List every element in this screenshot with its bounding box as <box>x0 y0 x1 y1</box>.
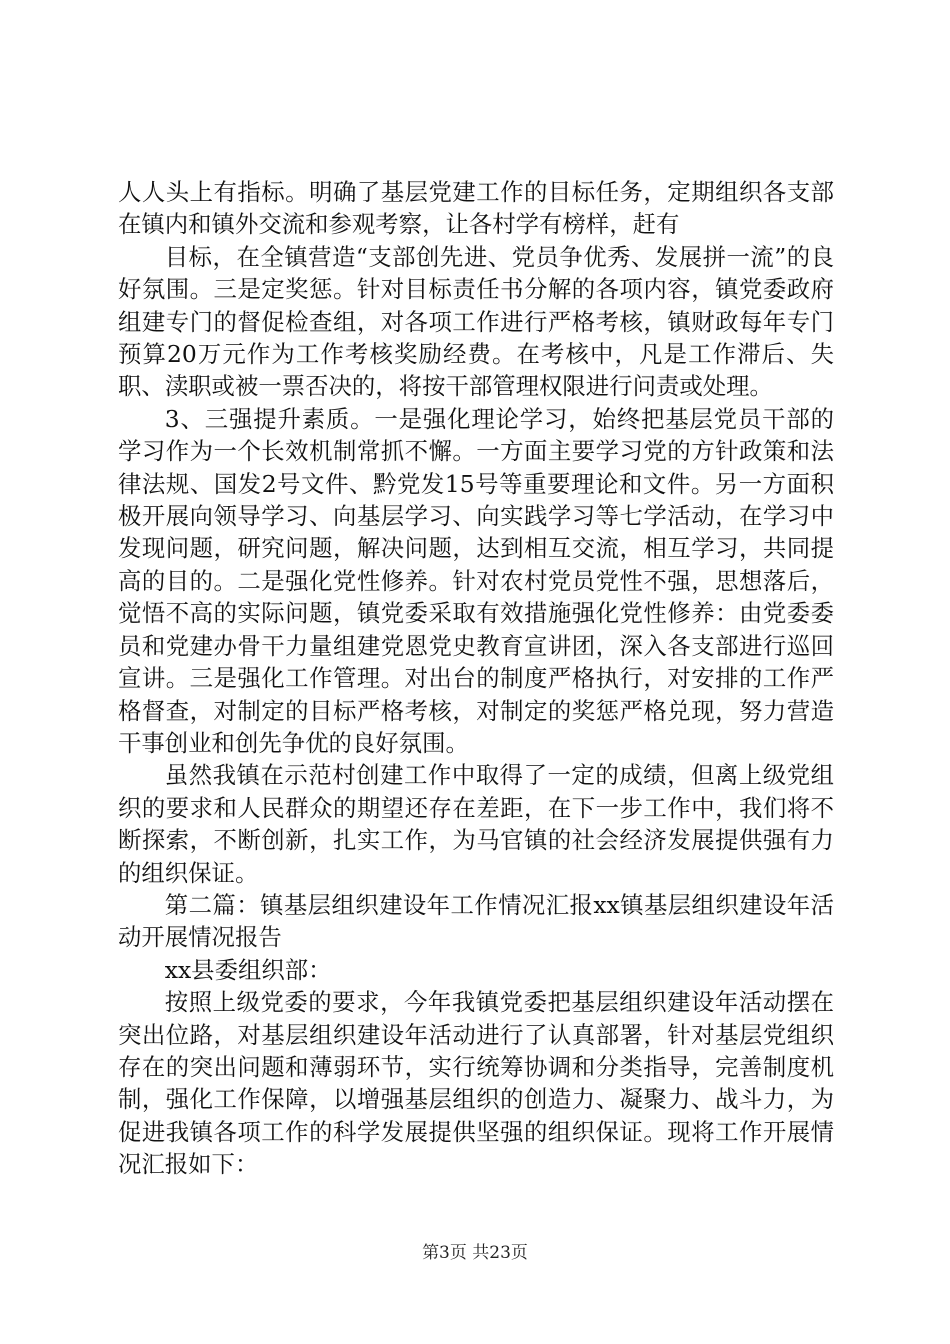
paragraph-1: 人人头上有指标。明确了基层党建工作的目标任务，定期组织各支部在镇内和镇外交流和参观考察，让各村学有榜样，赶有 <box>118 178 834 239</box>
addressee: xx县委组织部： <box>164 955 332 984</box>
paragraph-2: 目标，在全镇营造“支部创先进、党员争优秀、发展拼一流”的良好氛围。三是定奖惩。针对目标责任书分解的各项内容，镇党委政府组建专门的督促检查组，对各项工作进行严格考核，镇财政每年专门预算20万元作为工作考核奖励经费。在考核中，凡是工作滞后、失职、渎职或被一票否决的，将按干部管理权限进行问责或处理。 <box>118 242 834 401</box>
page-footer: 第3页 共23页 <box>422 1243 528 1263</box>
section-heading: 第二篇：镇基层组织建设年工作情况汇报xx镇基层组织建设年活动开展情况报告 <box>118 890 834 952</box>
paragraph-3: 3、三强提升素质。一是强化理论学习，始终把基层党员干部的学习作为一个长效机制常抓不懈。一方面主要学习党的方针政策和法律法规、国发2号文件、黔党发15号等重要理论和文件。另一方面积极开展向领导学习、向基层学习、向实践学习等七学活动，在学习中发现问题，研究问题，解决问题，达到相互交流，相互学习，共同提高的目的。二是强化党性修养。针对农村党员党性不强，思想落后，觉悟不高的实际问题，镇党委采取有效措施强化党性修养：由党委委员和党建办骨干力量组建党恩党史教育宣讲团，深入各支部进行巡回宣讲。三是强化工作管理。对出台的制度严格执行，对安排的工作严格督查，对制定的目标严格考核，对制定的奖惩严格兑现，努力营造干事创业和创先争优的良好氛围。 <box>118 404 834 757</box>
paragraph-4: 虽然我镇在示范村创建工作中取得了一定的成绩，但离上级党组织的要求和人民群众的期望还存在差距，在下一步工作中，我们将不断探索，不断创新，扎实工作，为马官镇的社会经济发展提供强有力的组织保证。 <box>118 761 834 887</box>
paragraph-7: 按照上级党委的要求，今年我镇党委把基层组织建设年活动摆在突出位路，对基层组织建设年活动进行了认真部署，针对基层党组织存在的突出问题和薄弱环节，实行统筹协调和分类指导，完善制度机制，强化工作保障，以增强基层组织的创造力、凝聚力、战斗力，为促进我镇各项工作的科学发展提供坚强的组织保证。现将工作开展情况汇报如下： <box>118 988 834 1179</box>
document-body <box>118 176 834 1181</box>
